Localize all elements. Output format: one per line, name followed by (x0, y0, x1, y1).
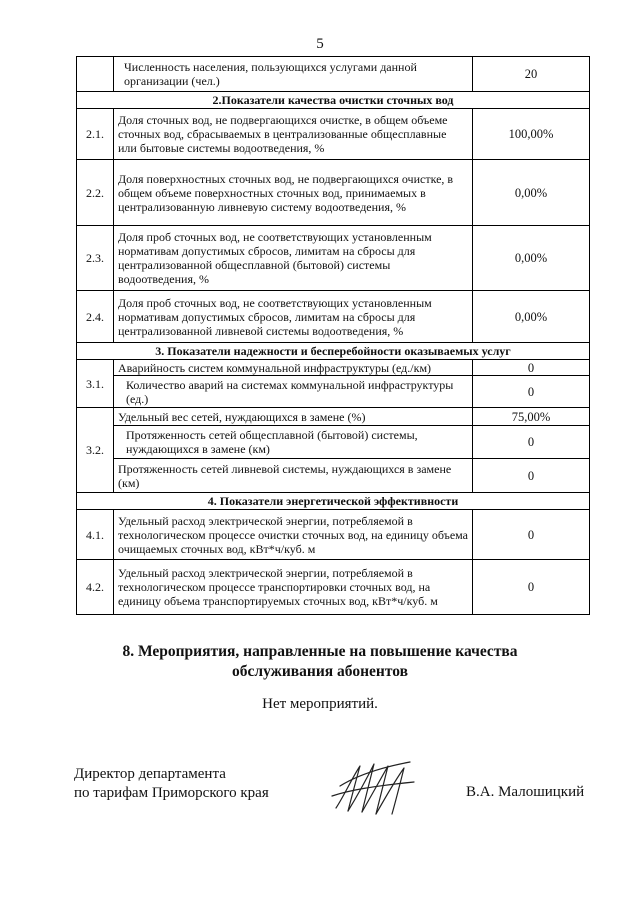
row-number: 4.1. (77, 510, 114, 560)
row-value: 0 (473, 510, 590, 560)
row-number: 2.3. (77, 226, 114, 291)
section-8-heading (0, 642, 640, 682)
section-2-title: 2.Показатели качества очистки сточных вод (77, 92, 590, 109)
row-description: Аварийность систем коммунальной инфраструктуры (ед./км) (114, 360, 473, 376)
page-number: 5 (316, 36, 324, 52)
section-8-note: Нет мероприятий. (262, 696, 378, 712)
section-3-title: 3. Показатели надежности и бесперебойности оказываемых услуг (77, 343, 590, 360)
row-value: 0,00% (473, 291, 590, 343)
table-row (77, 226, 590, 291)
signatory-name: В.А. Малошицкий (466, 784, 585, 800)
handwritten-signature (326, 756, 421, 818)
row-value: 0 (473, 459, 590, 493)
table-row (77, 376, 590, 408)
signatory-position (74, 765, 269, 803)
row-description: Доля проб сточных вод, не соответствующих установленным нормативам допустимых сбросов, лимитам на сбросы для централизованной общесплавной (бытовой) системы водоотведения, % (114, 226, 473, 291)
row-description: Удельный расход электрической энергии, потребляемой в технологическом процессе очистки сточных вод, на единицу объема очищаемых сточных вод, кВт*ч/куб. м (114, 510, 473, 560)
row-number: 3.1. (77, 360, 114, 408)
row-value: 100,00% (473, 109, 590, 160)
table-row (77, 291, 590, 343)
table-row (77, 360, 590, 376)
row-description: Протяженность сетей ливневой системы, нуждающихся в замене (км) (114, 459, 473, 493)
table-row (77, 160, 590, 226)
section-header-row (77, 493, 590, 510)
row-value: 0 (473, 360, 590, 376)
table-row (77, 426, 590, 459)
row-number: 3.2. (77, 408, 114, 493)
table-row (77, 560, 590, 615)
row-number: 4.2. (77, 560, 114, 615)
row-description: Удельный вес сетей, нуждающихся в замене (%) (114, 408, 473, 426)
section-4-title: 4. Показатели энергетической эффективности (77, 493, 590, 510)
position-line1: Директор департамента (74, 766, 226, 782)
row-value: 0,00% (473, 160, 590, 226)
table-row (77, 109, 590, 160)
row-description: Численность населения, пользующихся услугами данной организации (чел.) (114, 57, 473, 92)
row-value: 0 (473, 376, 590, 408)
row-number: 2.2. (77, 160, 114, 226)
section-header-row (77, 92, 590, 109)
table-row (77, 408, 590, 426)
row-description: Удельный расход электрической энергии, потребляемой в технологическом процессе транспортировки сточных вод, на единицу объема транспортируемых сточных вод, кВт*ч/куб. м (114, 560, 473, 615)
row-number: 2.4. (77, 291, 114, 343)
row-description: Протяженность сетей общесплавной (бытовой) системы, нуждающихся в замене (км) (114, 426, 473, 459)
row-description: Доля сточных вод, не подвергающихся очистке, в общем объеме сточных вод, сбрасываемых в централизованные общесплавные или бытовые системы водоотведения, % (114, 109, 473, 160)
row-number (77, 57, 114, 92)
row-description: Доля поверхностных сточных вод, не подвергающихся очистке, в общем объеме поверхностных сточных вод, принимаемых в централизованную ливневую систему водоотведения, % (114, 160, 473, 226)
row-description: Количество аварий на системах коммунальной инфраструктуры (ед.) (114, 376, 473, 408)
row-value: 75,00% (473, 408, 590, 426)
row-value: 0 (473, 426, 590, 459)
section-8-title-line2: обслуживания абонентов (232, 663, 408, 680)
indicators-table (76, 56, 590, 615)
table-row (77, 510, 590, 560)
table-row (77, 57, 590, 92)
row-number: 2.1. (77, 109, 114, 160)
row-value: 0 (473, 560, 590, 615)
position-line2: по тарифам Приморского края (74, 785, 269, 801)
section-8-title-line1: 8. Мероприятия, направленные на повышение качества (122, 643, 518, 660)
table-row (77, 459, 590, 493)
section-header-row (77, 343, 590, 360)
row-description: Доля проб сточных вод, не соответствующих установленным нормативам допустимых сбросов, лимитам на сбросы для централизованной ливневой системы водоотведения, % (114, 291, 473, 343)
row-value: 20 (473, 57, 590, 92)
row-value: 0,00% (473, 226, 590, 291)
